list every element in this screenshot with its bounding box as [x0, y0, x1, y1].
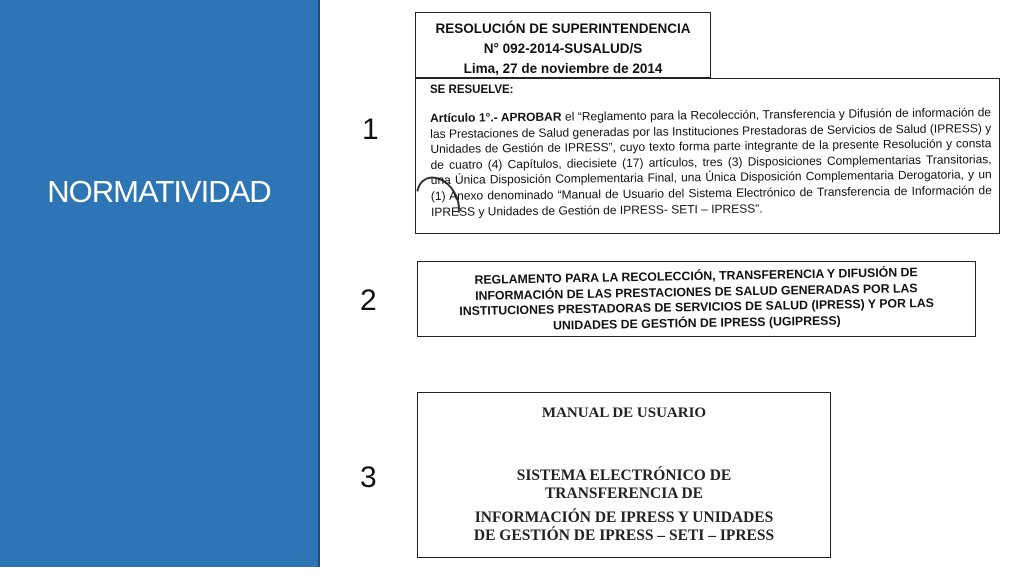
regulation-line-4: UNIDADES DE GESTIÓN DE IPRESS (UGIPRESS) — [552, 312, 841, 333]
regulation-title — [417, 261, 976, 337]
regulation-line-3: INSTITUCIONES PRESTADORAS DE SERVICIOS DE SALUD (IPRESS) Y POR LAS — [459, 295, 935, 319]
item-number-1: 1 — [362, 113, 379, 146]
manual-title: MANUAL DE USUARIO — [541, 405, 707, 421]
manual-system-line-2: TRANSFERENCIA DE — [544, 485, 704, 502]
resolution-number: N° 092-2014-SUSALUD/S — [483, 41, 643, 56]
manual-system-title — [418, 467, 830, 503]
manual-system-line-1: SISTEMA ELECTRÓNICO DE — [516, 467, 732, 484]
manual-info-line-1: INFORMACIÓN DE IPRESS Y UNIDADES — [474, 509, 774, 526]
user-manual-cover — [417, 392, 831, 558]
article-text: el “Reglamento para la Recolección, Transferencia y Difusión de información de las Prestaciones de Salud generadas por las Instituciones Prestadoras de Servicios de Salud (IPRESS) y Unidades de Gestión de IPRESS”, cuyo texto forma parte integrante de la presente Resolución y consta de cuatro (4) Capítulos, diecisiete (17) artículos, tres (3) Disposiciones Complementarias Transitorias, una Única Disposición Complementaria Final, una Única Disposición Complementaria Derogatoria, y un (1) Anexo denominado “Manual de Usuario del Sistema Electrónico de Transferencia de Información de IPRESS y Unidades de Gestión de IPRESS- SETI – IPRESS”. — [430, 104, 992, 219]
resolution-article — [415, 78, 1000, 234]
regulation-line-2: INFORMACIÓN DE LAS PRESTACIONES DE SALUD GENERADAS POR LAS — [475, 280, 918, 303]
resolution-date: Lima, 27 de noviembre de 2014 — [463, 61, 663, 76]
resolution-title: RESOLUCIÓN DE SUPERINTENDENCIA — [435, 21, 691, 36]
manual-info-line-2: DE GESTIÓN DE IPRESS – SETI – IPRESS — [473, 527, 775, 544]
article-body — [430, 105, 992, 220]
resolve-label: SE RESUELVE: — [430, 84, 514, 96]
section-title: NORMATIVIDAD — [47, 174, 271, 209]
item-number-2: 2 — [360, 284, 377, 317]
resolution-heading — [415, 12, 711, 78]
manual-info-title — [418, 509, 830, 545]
article-label: Artículo 1°.- APROBAR — [430, 109, 562, 125]
item-number-3: 3 — [360, 461, 377, 494]
side-panel — [0, 0, 320, 567]
regulation-line-1: REGLAMENTO PARA LA RECOLECCIÓN, TRANSFERENCIA Y DIFUSIÓN DE — [474, 265, 918, 287]
